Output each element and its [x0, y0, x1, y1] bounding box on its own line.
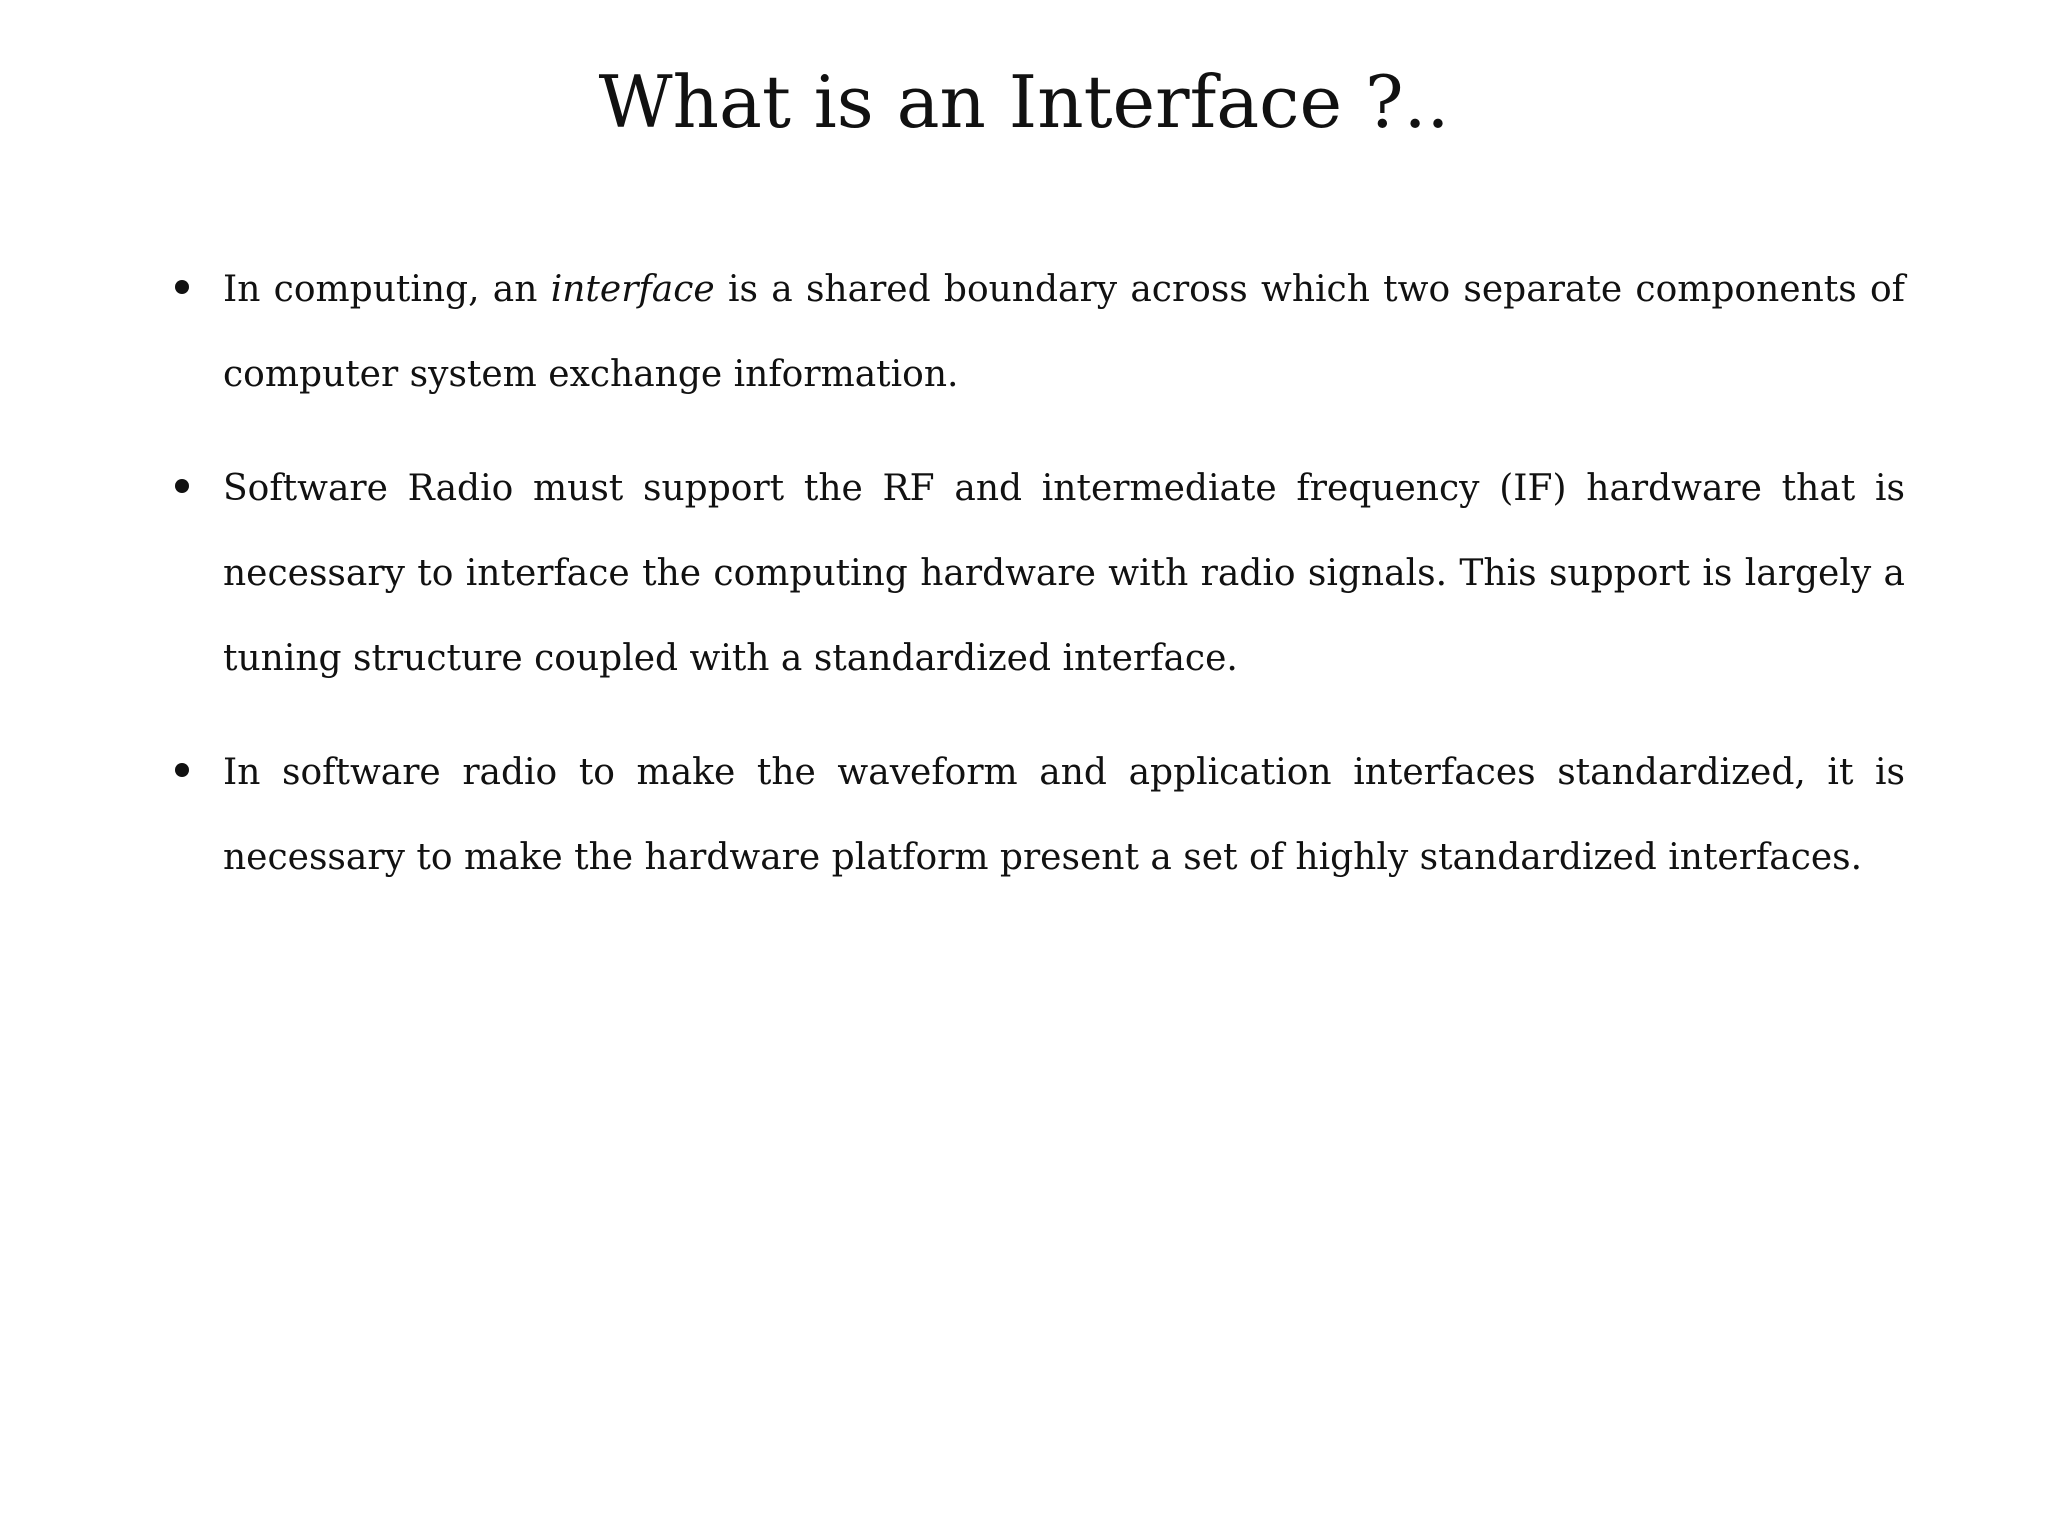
bullet-icon: [175, 479, 189, 493]
bullet-list: [223, 247, 1905, 929]
bullet-text-after: is a shared boundary across which two separate components of computer system exchange information.: [223, 269, 1905, 395]
bullet-item-interface-definition: [223, 247, 1905, 417]
bullet-icon: [175, 763, 189, 777]
bullet-item-standardized-interfaces: [223, 730, 1905, 900]
slide-title: What is an Interface ?..: [598, 60, 1450, 144]
bullet-item-rf-if-hardware: [223, 446, 1905, 701]
emphasized-term: interface: [550, 269, 715, 310]
bullet-text: In software radio to make the waveform and application interfaces standardized, it is necessary to make the hardware platform present a set of highly standardized interfaces.: [223, 752, 1905, 878]
bullet-text: Software Radio must support the RF and intermediate frequency (IF) hardware that is necessary to interface the computing hardware with radio signals. This support is largely a tuning structure coupled with a standardized interface.: [223, 468, 1905, 679]
bullet-icon: [175, 280, 189, 294]
bullet-text-before: In computing, an: [223, 269, 551, 310]
